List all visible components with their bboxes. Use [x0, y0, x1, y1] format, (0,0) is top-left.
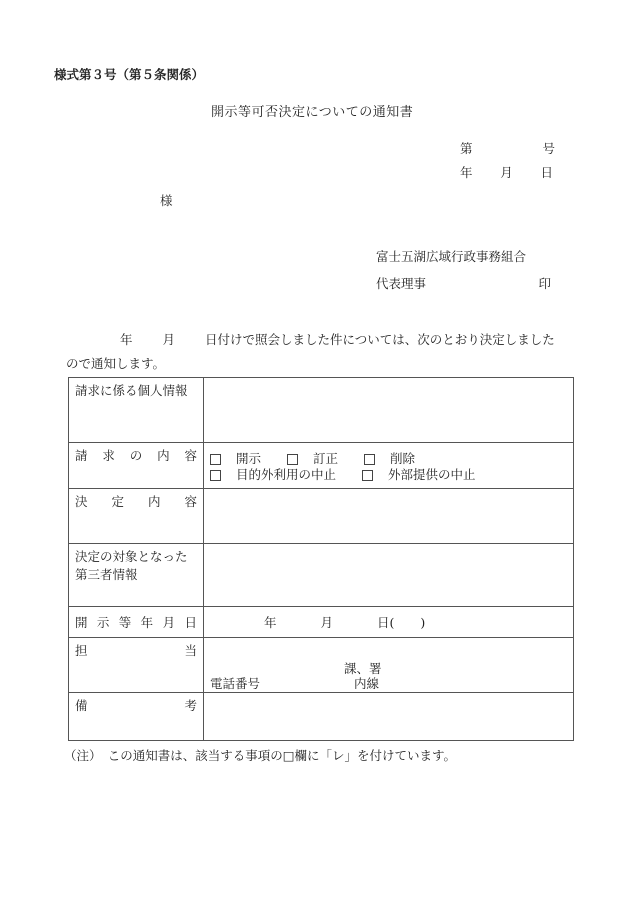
checkbox-deletion[interactable] — [364, 454, 375, 465]
label-char: 内 — [147, 494, 161, 509]
label-char: 月 — [162, 615, 176, 630]
label-third-party-info — [69, 544, 204, 607]
phone-line — [210, 676, 567, 691]
label-char: 開 — [75, 615, 88, 630]
value-person-in-charge[interactable] — [204, 638, 574, 693]
body-text-line1 — [120, 330, 555, 348]
date-weekday-close: ) — [420, 615, 426, 630]
label-char: 日 — [184, 615, 197, 630]
body-text-line2: ので通知します。 — [66, 356, 166, 371]
organization-name: 富士五湖広域行政事務組合 — [376, 249, 527, 264]
label-remarks — [69, 693, 204, 741]
option-stop-external-provision: 外部提供の中止 — [388, 467, 476, 482]
label-char: 決 — [75, 494, 88, 509]
table-row-third-party-info — [69, 544, 574, 607]
option-stop-unauthorized-use: 目的外利用の中止 — [236, 467, 337, 482]
label-char: 年 — [140, 615, 154, 630]
label-char: 容 — [184, 494, 197, 509]
month-label: 月 — [500, 165, 513, 180]
label-line: 第三者情報 — [75, 567, 138, 582]
date-year: 年 — [264, 615, 277, 630]
option-deletion: 削除 — [390, 451, 416, 466]
section-label: 課、署 — [344, 661, 382, 676]
document-number-line — [460, 139, 555, 157]
footnote: （注） この通知書は、該当する事項の□欄に「レ」を付けています。 — [64, 748, 457, 763]
addressee-suffix: 様 — [160, 193, 173, 208]
label-char: 等 — [118, 615, 132, 630]
body-month: 月 — [162, 332, 176, 347]
label-char: の — [129, 448, 143, 463]
checkbox-disclosure[interactable] — [210, 454, 221, 465]
label-decision-content — [69, 489, 204, 544]
table-row-request-content — [69, 443, 574, 489]
value-request-content — [204, 443, 574, 489]
label-char: 担 — [75, 643, 88, 658]
number-prefix: 第 — [460, 141, 473, 156]
label-personal-info: 請求に係る個人情報 — [69, 378, 204, 443]
table-row-decision-content — [69, 489, 574, 544]
value-third-party-info[interactable] — [204, 544, 574, 607]
label-char: 請 — [75, 448, 88, 463]
option-disclosure: 開示 — [236, 451, 262, 466]
label-char: 内 — [157, 448, 170, 463]
document-title: 開示等可否決定についての通知書 — [211, 105, 414, 120]
year-label: 年 — [460, 165, 473, 180]
notification-table — [68, 377, 574, 741]
label-person-in-charge — [69, 638, 204, 693]
value-remarks[interactable] — [204, 693, 574, 741]
checkbox-stop-unauthorized-use[interactable] — [210, 470, 221, 481]
table-row-remarks — [69, 693, 574, 741]
number-suffix: 号 — [542, 141, 555, 156]
label-char: 示 — [96, 615, 110, 630]
value-disclosure-date[interactable] — [204, 607, 574, 638]
label-char: 求 — [102, 448, 115, 463]
representative-line — [376, 274, 551, 292]
date-day: 日( — [377, 615, 395, 630]
form-number: 様式第３号（第５条関係） — [54, 67, 205, 82]
label-char: 容 — [184, 448, 197, 463]
label-disclosure-date — [69, 607, 204, 638]
option-correction: 訂正 — [313, 451, 339, 466]
issue-date-line — [460, 163, 553, 181]
body-text: 日付けで照会しました件については、次のとおり決定しました — [205, 332, 555, 347]
label-char: 考 — [184, 698, 197, 713]
representative-title: 代表理事 — [376, 276, 427, 291]
label-char: 定 — [111, 494, 124, 509]
phone-label: 電話番号 — [210, 676, 261, 691]
extension-label: 内線 — [354, 676, 380, 691]
date-month: 月 — [320, 615, 334, 630]
table-row-person-in-charge — [69, 638, 574, 693]
table-row-personal-info — [69, 378, 574, 443]
label-request-content — [69, 443, 204, 489]
label-char: 当 — [184, 643, 197, 658]
label-char: 備 — [75, 698, 88, 713]
value-decision-content[interactable] — [204, 489, 574, 544]
body-year: 年 — [120, 332, 133, 347]
checkbox-correction[interactable] — [287, 454, 298, 465]
checkbox-stop-external-provision[interactable] — [362, 470, 373, 481]
seal-mark: 印 — [538, 276, 551, 291]
day-label: 日 — [540, 165, 553, 180]
value-personal-info[interactable] — [204, 378, 574, 443]
table-row-disclosure-date — [69, 607, 574, 638]
label-line: 決定の対象となった — [75, 549, 188, 564]
